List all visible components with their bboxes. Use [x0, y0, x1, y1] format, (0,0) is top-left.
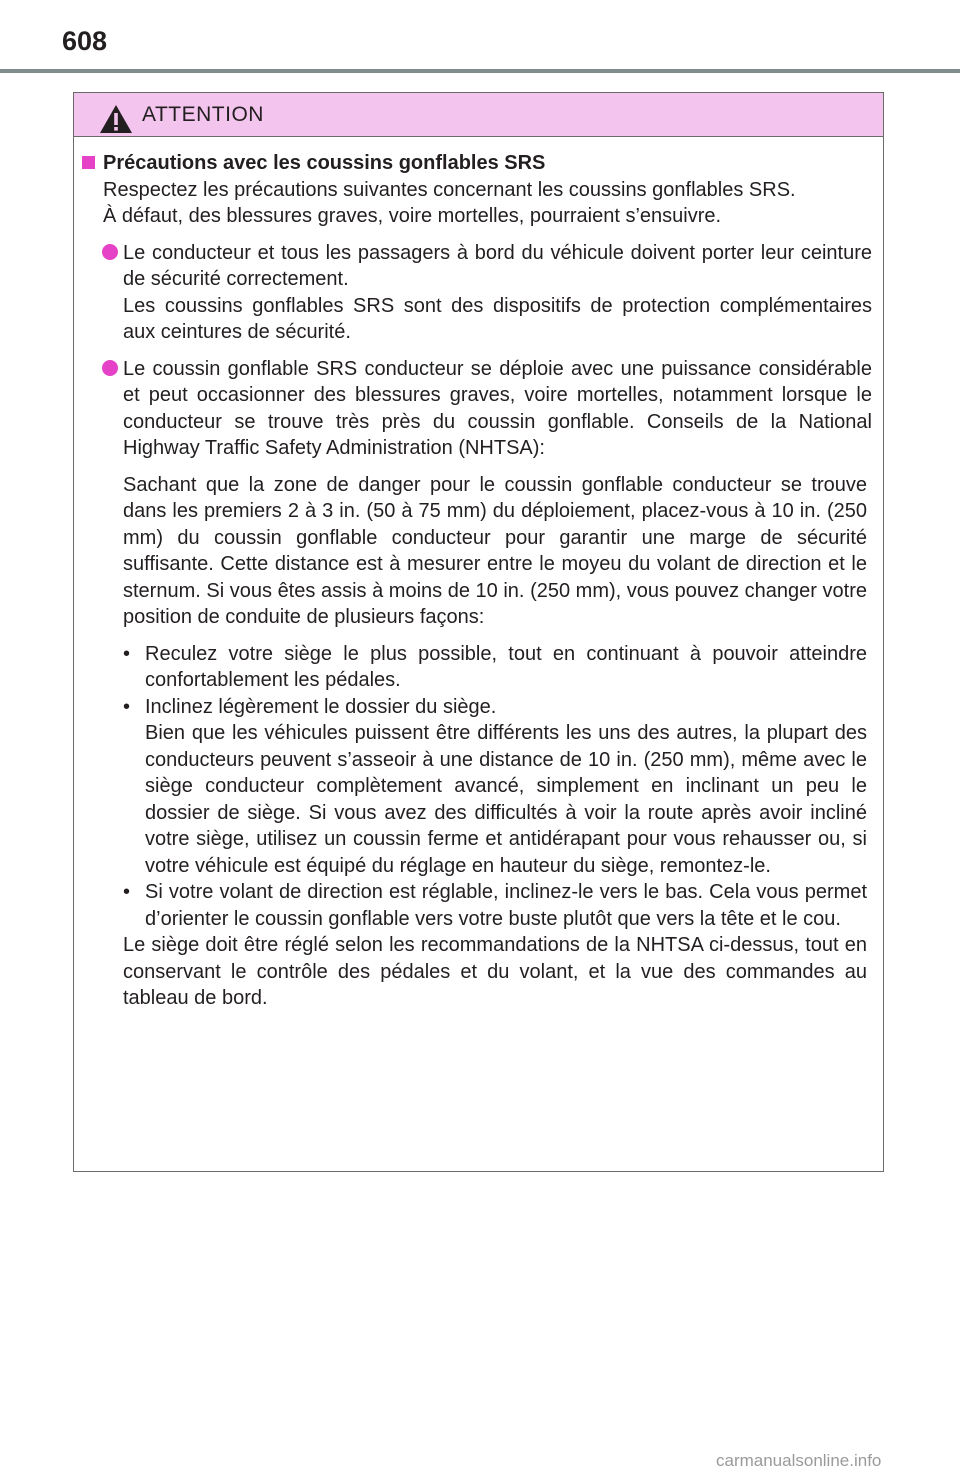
warning-title: ATTENTION	[142, 103, 264, 126]
square-bullet-icon	[82, 156, 95, 169]
list-item-text: Si votre volant de direction est réglable, inclinez-le vers le bas. Cela vous permet d’orienter le coussin gonflable vers votre buste plutôt que vers la tête et le cou.	[145, 881, 867, 930]
nhtsa-paragraph: Sachant que la zone de danger pour le coussin gonflable conducteur se trouve dans les premiers 2 à 3 in. (50 à 75 mm) du déploiement, placez-vous à 10 in. (250 mm) du coussin gonflable conducteur pour garantir une marge de sécurité suffisante. Cette distance est à mesurer entre le moyeu du volant de direction et le sternum. Si vous êtes assis à moins de 10 in. (250 mm), vous pouvez changer votre position de conduite de plusieurs façons:	[123, 473, 867, 628]
intro-paragraph	[103, 177, 872, 230]
final-paragraph: Le siège doit être réglé selon les recommandations de la NHTSA ci-dessus, tout en conservant le contrôle des pédales et du volant, et la vue des commandes au tableau de bord.	[123, 934, 867, 1009]
dot-marker: •	[123, 695, 131, 718]
page-number: 608	[62, 26, 108, 56]
round-bullet-icon	[102, 244, 118, 260]
section-heading	[74, 150, 883, 177]
list-item	[123, 641, 867, 694]
warning-header	[74, 93, 883, 137]
list-item-subtext: Bien que les véhicules puissent être différents les uns des autres, la plupart des conducteurs peuvent s’asseoir à une distance de 10 in. (250 mm), même avec le siège conducteur complètement avancé, simplement en inclinant un peu le dossier de siège. Si vous avez des difficultés à voir la route après avoir incliné votre siège, utilisez un coussin ferme et antidérapant pour vous rehausser ou, si votre véhicule est équipé du réglage en hauteur du siège, remontez-le.	[145, 722, 867, 877]
warning-content	[74, 150, 883, 1012]
dot-list	[123, 641, 867, 933]
list-item	[123, 694, 867, 880]
round-bullet-icon	[102, 360, 118, 376]
intro-line-1: Respectez les précautions suivantes concernant les coussins gonflables SRS.	[103, 178, 796, 201]
bullet-item-seatbelt	[123, 240, 872, 346]
header-rule	[0, 69, 960, 73]
warning-box	[73, 92, 884, 1172]
dot-marker: •	[123, 881, 131, 903]
list-item-text: Reculez votre siège le plus possible, tout en continuant à pouvoir atteindre confortablement les pédales.	[145, 642, 867, 691]
intro-line-2: À défaut, des blessures graves, voire mortelles, pourraient s’ensuivre.	[103, 205, 722, 227]
list-item-text: Inclinez légèrement le dossier du siège.	[145, 695, 497, 718]
warning-triangle-icon	[99, 104, 133, 134]
bullet-item-driver-airbag	[123, 356, 872, 462]
list-item	[123, 879, 867, 932]
bullet-text: Le coussin gonflable SRS conducteur se déploie avec une puissance considérable et peut occasionner des blessures graves, voire mortelles, notamment lorsque le conducteur se trouve très près du coussin gonflable. Conseils de la National Highway Traffic Safety Administration (NHTSA):	[123, 357, 872, 459]
watermark: carmanualsonline.info	[716, 1451, 882, 1470]
bullet-text: Les coussins gonflables SRS sont des dispositifs de protection complémentaires aux ceintures de sécurité.	[123, 294, 872, 343]
bullet-text: Le conducteur et tous les passagers à bord du véhicule doivent porter leur ceinture de sécurité correctement.	[123, 241, 872, 290]
section-heading-text: Précautions avec les coussins gonflables SRS	[103, 152, 546, 174]
dot-marker: •	[123, 642, 131, 665]
